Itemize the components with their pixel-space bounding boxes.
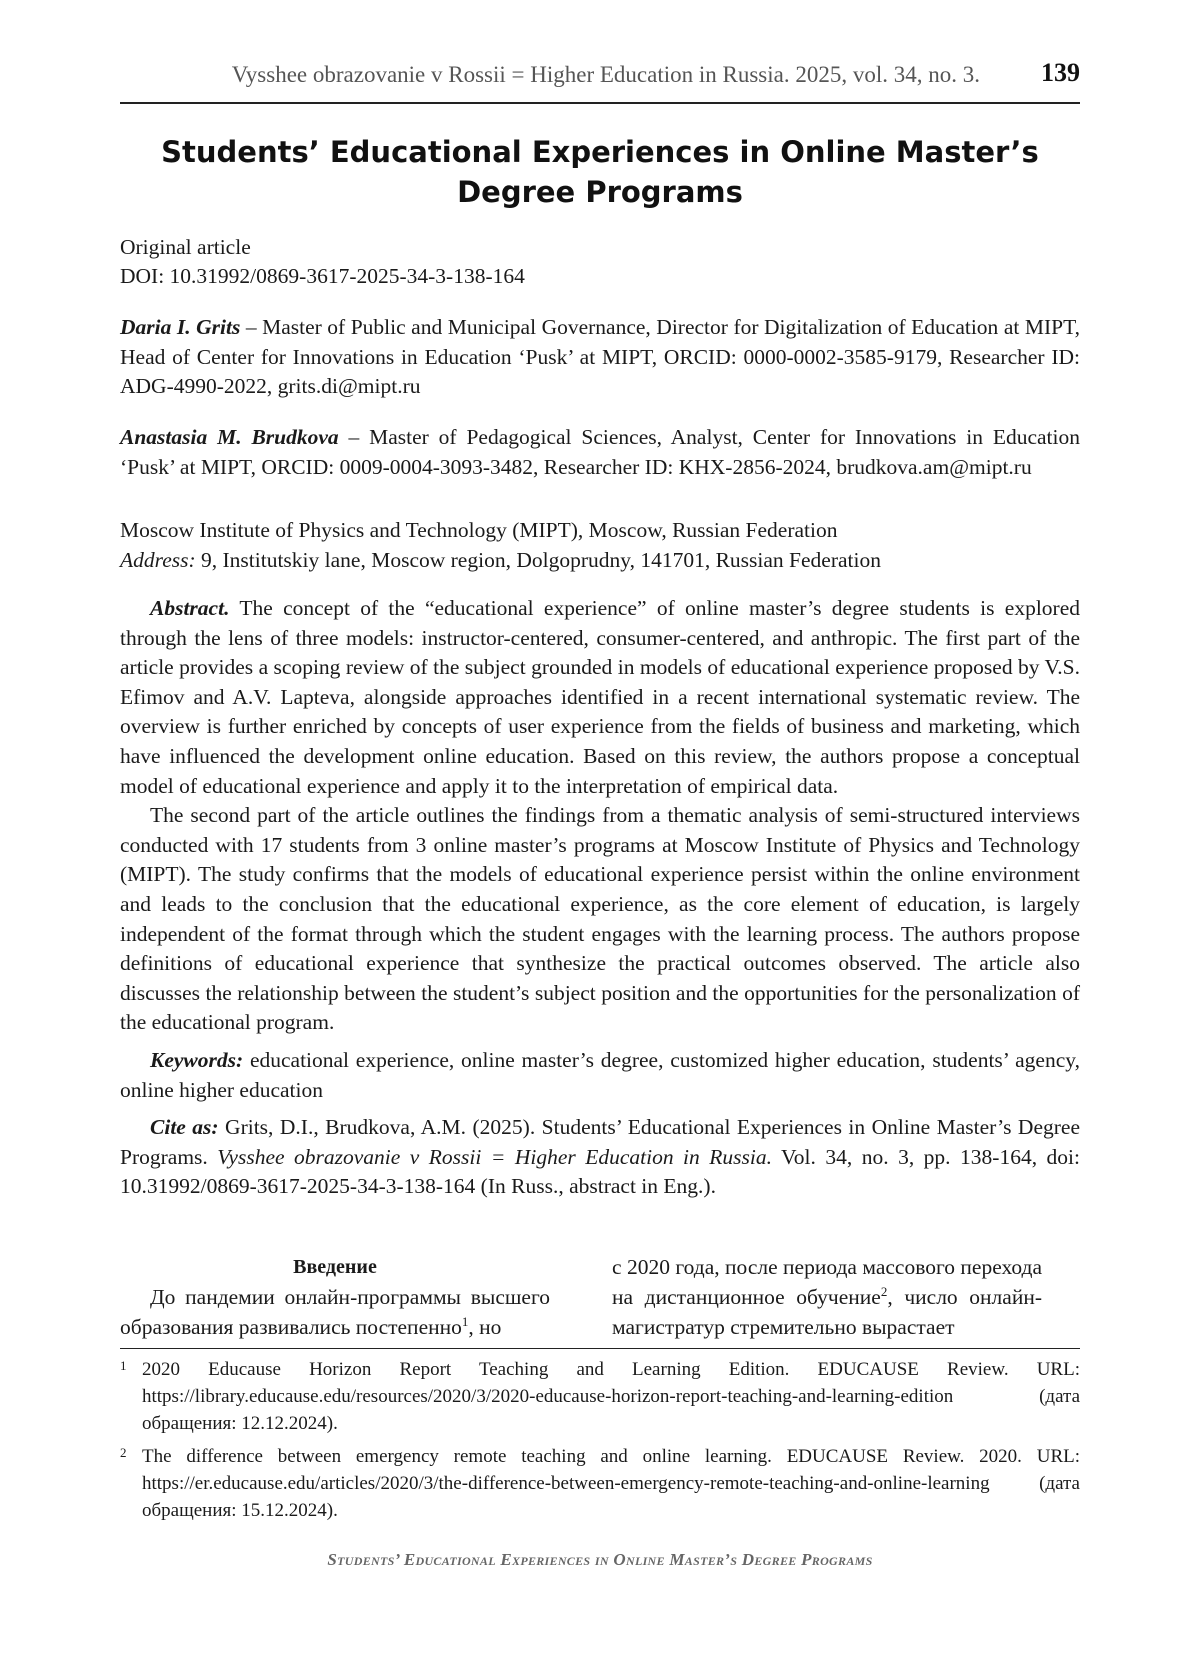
running-header <box>120 58 1080 104</box>
address-label: Address: <box>120 547 196 572</box>
author-bio: – Master of Pedagogical Sciences, Analyst, Center for Innovations in Education ‘Pusk’ at MIPT, ORCID: 0009-0004-3093-3482, Researcher ID: KHX-2856-2024, brudkova.am@mipt.ru <box>120 425 1080 479</box>
abstract-paragraph-2: The second part of the article outlines the findings from a thematic analysis of semi-structured interviews conducted with 17 students from 3 online master’s programs at Moscow Institute of Physics and Technology (MIPT). The study confirms that the models of educational experience persist within the online environment and leads to the conclusion that the educational experience, as the core element of education, is largely independent of the format through which the student engages with the learning process. The authors propose definitions of educational experience that synthesize the practical outcomes observed. The article also discusses the relationship between the student’s subject position and the opportunities for the personalization of the educational program. <box>120 803 1080 1035</box>
body-columns <box>120 1252 1080 1344</box>
article-doi: DOI: 10.31992/0869-3617-2025-34-3-138-164 <box>120 264 525 288</box>
citation <box>120 1113 1080 1202</box>
article-title-line-1: Students’ Educational Experiences in Online Master’s <box>161 135 1039 169</box>
keywords <box>120 1046 1080 1105</box>
address-text: 9, Institutskiy lane, Moscow region, Dolgoprudny, 141701, Russian Federation <box>195 547 881 572</box>
article-meta <box>120 233 1080 291</box>
address-line <box>120 546 1080 576</box>
footnote-ref-2[interactable]: 2 <box>880 1283 888 1299</box>
abstract-label: Abstract. <box>150 596 230 620</box>
footnote-text: 2020 Educause Horizon Report Teaching and Learning Edition. EDUCAUSE Review. URL: https://library.educause.edu/resources/2020/3/2020-educause-horizon-report-teaching-and-learning-edition (дата обращения: 12.12.2024). <box>142 1359 1080 1434</box>
author-bio: – Master of Public and Municipal Governance, Director for Digitalization of Education at MIPT, Head of Center for Innovations in Education ‘Pusk’ at MIPT, ORCID: 0000-0002-3585-9179, Researcher ID: ADG-4990-2022, grits.di@mipt.ru <box>120 315 1080 398</box>
journal-title: Vysshee obrazovanie v Rossii = Higher Education in Russia. 2025, vol. 34, no. 3. <box>231 62 980 87</box>
body-text: с 2020 года, после периода массового перехода на дистанционное обучение <box>612 1255 1042 1309</box>
footnote-text: The difference between emergency remote teaching and online learning. EDUCAUSE Review. 2020. URL: https://er.educause.edu/articles/2020/3/the-difference-between-emergency-remote-teaching-and-online-learning (дата обращения: 15.12.2024). <box>142 1446 1080 1521</box>
institution: Moscow Institute of Physics and Technology (MIPT), Moscow, Russian Federation <box>120 518 838 542</box>
footnote-divider <box>120 1348 1080 1349</box>
body-column-right <box>612 1252 1042 1342</box>
footnote-number: 1 <box>120 1358 127 1373</box>
body-paragraph-right <box>612 1252 1042 1342</box>
keywords-label: Keywords: <box>150 1047 244 1072</box>
body-column-left <box>120 1252 550 1342</box>
running-footer: Students’ Educational Experiences in Online Master’s Degree Programs <box>327 1550 873 1569</box>
author-name: Daria I. Grits <box>120 315 241 339</box>
abstract-section <box>120 594 1080 1202</box>
footnote-2 <box>120 1443 1080 1524</box>
cite-text-2: Vol. 34, no. 3, pp. 138-164, doi: 10.31992/0869-3617-2025-34-3-138-164 (In Russ., abstract in Eng.). <box>120 1144 1080 1199</box>
body-text-tail: , но <box>468 1315 502 1339</box>
cite-label: Cite as: <box>150 1115 219 1140</box>
abstract-paragraph-1 <box>120 594 1080 801</box>
body-paragraph-left <box>120 1282 550 1342</box>
footnote-1 <box>120 1356 1080 1437</box>
article-title-line-2: Degree Programs <box>457 175 743 209</box>
author-entry-2 <box>120 423 1080 482</box>
footnotes <box>120 1356 1080 1530</box>
cite-text-1: Grits, D.I., Brudkova, A.M. (2025). Students’ Educational Experiences in Online Master’s Degree Programs. <box>120 1115 1080 1169</box>
author-name: Anastasia M. Brudkova <box>120 425 339 449</box>
footnote-number: 2 <box>120 1445 127 1460</box>
body-text: До пандемии онлайн-программы высшего образования развивались постепенно <box>120 1285 550 1339</box>
author-entry-1 <box>120 313 1080 402</box>
section-heading: Введение <box>293 1256 377 1278</box>
cite-journal: Vysshee obrazovanie v Rossii = Higher Education in Russia. <box>217 1144 772 1169</box>
affiliation <box>120 516 1080 575</box>
article-type: Original article <box>120 235 251 259</box>
footnote-ref-1[interactable]: 1 <box>461 1313 469 1329</box>
article-title <box>120 132 1080 212</box>
abstract-text-1: The concept of the “educational experience” of online master’s degree students is explored through the lens of three models: instructor-centered, consumer-centered, and anthropic. The first part of the article provides a scoping review of the subject grounded in models of educational experience proposed by V.S. Efimov and A.V. Lapteva, alongside approaches identified in a recent international systematic review. The overview is further enriched by concepts of user experience from the fields of business and marketing, which have influenced the development online education. Based on this review, the authors propose a conceptual model of educational experience and apply it to the interpretation of empirical data. <box>120 596 1080 798</box>
keywords-text: educational experience, online master’s degree, customized higher education, students’ agency, online higher education <box>120 1047 1080 1102</box>
body-text-tail: , число онлайн-магистратур стремительно вырастает <box>612 1285 1042 1339</box>
page-number: 139 <box>1041 58 1080 87</box>
